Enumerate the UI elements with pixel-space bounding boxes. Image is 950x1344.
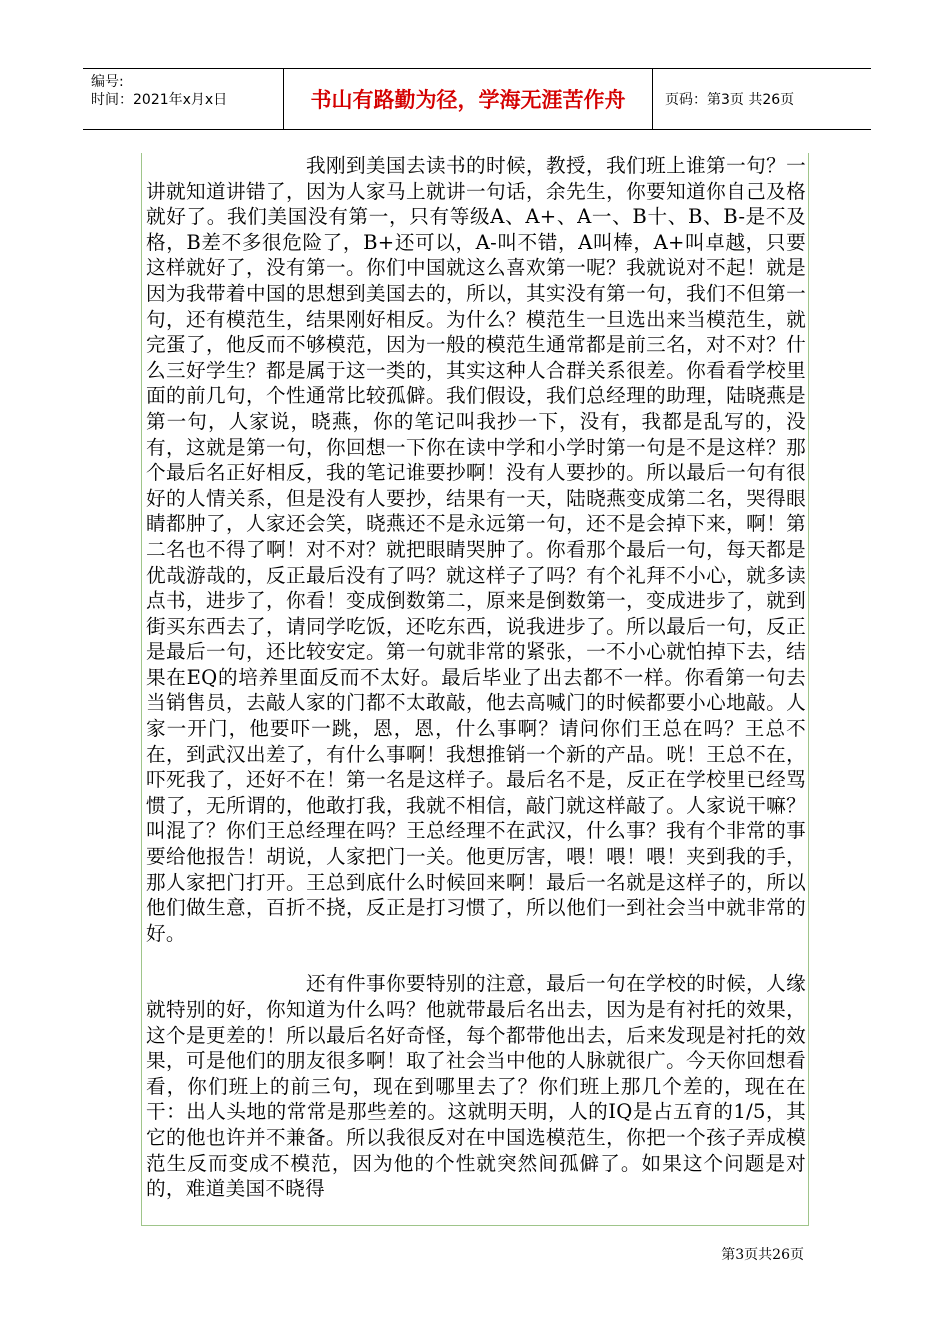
- document-body: [141, 153, 809, 1226]
- body-paragraph-2: 还有件事你要特别的注意，最后一句在学校的时候，人缘就特别的好，你知道为什么吗？他就带最后名出去，因为是有衬托的效果，这个是更差的！所以最后名好奇怪，每个都带他出去，后来发现是衬托的效果，可是他们的朋友很多啊！取了社会当中他的人脉就很广。今天你回想看看，你们班上的前三句，现在到哪里去了？你们班上那几个差的，现在在干：出人头地的常常是那些差的。这就明天明，人的IQ是占五育的1/5，其它的他也许并不兼备。所以我很反对在中国选模范生，你把一个孩子弄成模范生反而变成不模范，因为他的个性就突然间孤僻了。如果这个问题是对的，难道美国不晓得: [146, 972, 806, 1201]
- header-meta: [83, 69, 283, 129]
- document-number-label: 编号:: [91, 74, 124, 90]
- header-motto: 书山有路勤为径，学海无涯苦作舟: [283, 69, 653, 129]
- document-header: [83, 68, 871, 130]
- document-time: 时间：2021年x月x日: [91, 92, 228, 108]
- body-paragraph-1: 我刚到美国去读书的时候，教授，我们班上谁第一句？一讲就知道讲错了，因为人家马上就讲一句话，余先生，你要知道你自己及格就好了。我们美国没有第一，只有等级A、A+、A一、B十、B、B-是不及格，B差不多很危险了，B+还可以，A-叫不错，A叫棒，A+叫卓越，只要这样就好了，没有第一。你们中国就这么喜欢第一呢？我就说对不起！就是因为我带着中国的思想到美国去的，所以，其实没有第一句，我们不但第一句，还有模范生，结果刚好相反。为什么？模范生一旦选出来当模范生，就完蛋了，他反而不够模范，因为一般的模范生通常都是前三名，对不对？什么三好学生？都是属于这一类的，其实这种人合群关系很差。你看看学校里面的前几句，个性通常比较孤僻。我们假设，我们总经理的助理，陆晓燕是第一句，人家说，晓燕，你的笔记叫我抄一下，没有，我都是乱写的，没有，这就是第一句，你回想一下你在读中学和小学时第一句是不是这样？那个最后名正好相反，我的笔记谁要抄啊！没有人要抄的。所以最后一句有很好的人情关系，但是没有人要抄，结果有一天，陆晓燕变成第二名，哭得眼睛都肿了，人家还会笑，晓燕还不是永远第一句，还不是会掉下来，啊！第二名也不得了啊！对不对？就把眼睛哭肿了。你看那个最后一句，每天都是优哉游哉的，反正最后没有了吗？就这样子了吗？有个礼拜不小心，就多读点书，进步了，你看！变成倒数第二，原来是倒数第一，变成进步了，就到街买东西去了，请同学吃饭，还吃东西，说我进步了。所以最后一句，反正是最后一句，还比较安定。第一句就非常的紧张，一不小心就怕掉下去，结果在EQ的培养里面反而不太好。最后毕业了出去都不一样。你看第一句去当销售员，去敲人家的门都不太敢敲，他去高喊门的时候都要小心地敲。人家一开门，他要吓一跳，恩，恩，什么事啊？请问你们王总在吗？王总不在，到武汉出差了，有什么事啊！我想推销一个新的产品。咣！王总不在，吓死我了，还好不在！第一名是这样子。最后名不是，反正在学校里已经骂惯了，无所谓的，他敢打我，我就不相信，敲门就这样敲了。人家说干嘛？叫混了？你们王总经理在吗？王总经理不在武汉，什么事？我有个非常的事要给他报告！胡说，人家把门一关。他更厉害，喂！喂！喂！夹到我的手，那人家把门打开。王总到底什么时候回来啊！最后一名就是这样子的，所以他们做生意，百折不挠，反正是打习惯了，所以他们一到社会当中就非常的好。: [146, 154, 806, 945]
- header-page-info: 页码：第3页 共26页: [665, 92, 795, 108]
- page-footer: 第3页共26页: [721, 1247, 804, 1263]
